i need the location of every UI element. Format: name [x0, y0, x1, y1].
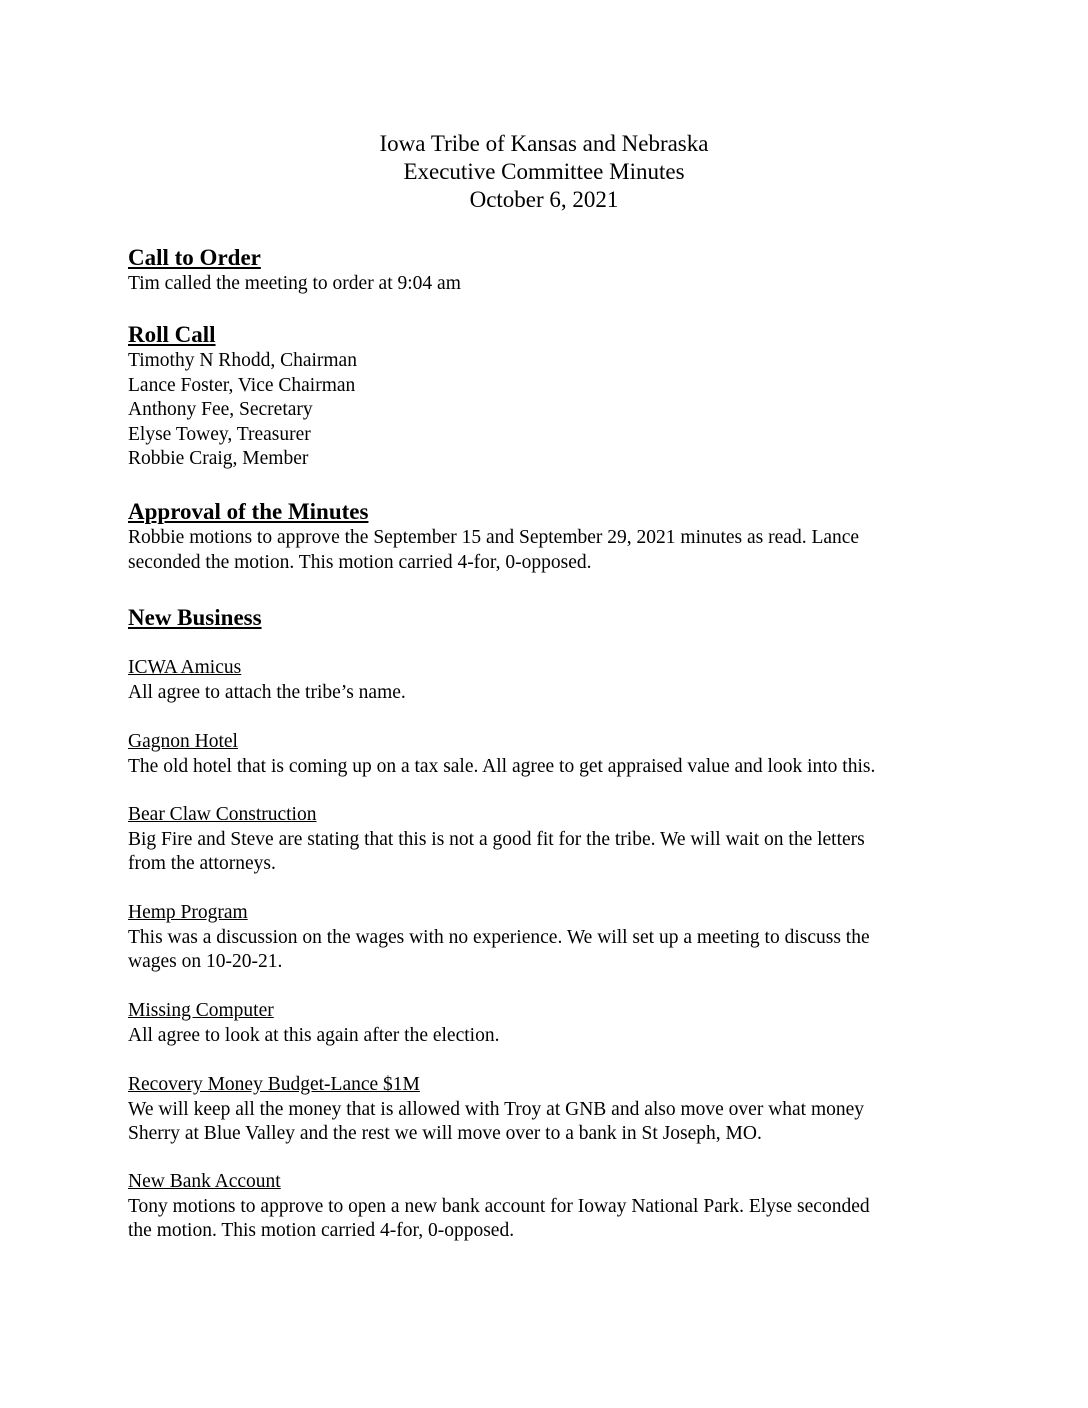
call-to-order-text: Tim called the meeting to order at 9:04 am: [128, 273, 461, 294]
business-item-gagnon-hotel: [128, 730, 958, 779]
business-item-text: All agree to look at this again after the election.: [128, 1024, 500, 1046]
business-item-title: Missing Computer: [128, 1000, 274, 1021]
roll-call-member: Timothy N Rhodd, Chairman: [128, 350, 357, 371]
approval-section: [128, 498, 958, 575]
business-item-text: The old hotel that is coming up on a tax sale. All agree to get appraised value and look into this.: [128, 755, 876, 777]
business-item-text: This was a discussion on the wages with no experience. We will set up a meeting to discuss the: [128, 926, 870, 948]
business-item-text: Big Fire and Steve are stating that this is not a good fit for the tribe. We will wait on the letters: [128, 828, 865, 850]
approval-heading: Approval of the Minutes: [128, 499, 369, 524]
business-item-text: the motion. This motion carried 4-for, 0-opposed.: [128, 1220, 515, 1242]
roll-call-member: Anthony Fee, Secretary: [128, 399, 313, 421]
business-item-title: New Bank Account: [128, 1171, 281, 1192]
roll-call-heading: Roll Call: [128, 322, 216, 347]
document-page: [128, 128, 958, 1242]
approval-text: seconded the motion. This motion carried 4-for, 0-opposed.: [128, 551, 592, 573]
call-to-order-heading: Call to Order: [128, 245, 261, 270]
business-item-title: ICWA Amicus: [128, 657, 242, 678]
business-item-recovery-money: [128, 1073, 958, 1147]
business-item-text: Sherry at Blue Valley and the rest we will move over to a bank in St Joseph, MO.: [128, 1123, 762, 1145]
roll-call-member: Elyse Towey, Treasurer: [128, 423, 311, 445]
business-item-hemp-program: [128, 901, 958, 975]
business-item-title: Hemp Program: [128, 902, 248, 923]
business-item-text: Tony motions to approve to open a new bank account for Ioway National Park. Elyse seconded: [128, 1195, 870, 1217]
business-item-text: wages on 10-20-21.: [128, 951, 283, 973]
meeting-date: October 6, 2021: [469, 187, 619, 212]
document-title: Executive Committee Minutes: [403, 159, 685, 184]
organization-name: Iowa Tribe of Kansas and Nebraska: [379, 131, 709, 156]
business-item-icwa: [128, 656, 958, 705]
approval-text: Robbie motions to approve the September 15 and September 29, 2021 minutes as read. Lance: [128, 527, 860, 548]
business-item-title: Recovery Money Budget-Lance $1M: [128, 1074, 420, 1095]
business-item-text: from the attorneys.: [128, 853, 276, 875]
roll-call-list: [128, 349, 958, 472]
new-business-heading: New Business: [128, 605, 262, 630]
business-item-text: All agree to attach the tribe’s name.: [128, 681, 406, 703]
business-item-new-bank-account: [128, 1170, 958, 1244]
business-item-text: We will keep all the money that is allowed with Troy at GNB and also move over what money: [128, 1098, 865, 1120]
business-item-missing-computer: [128, 999, 958, 1048]
document-header: [0, 130, 1088, 214]
call-to-order-section: [128, 244, 958, 297]
roll-call-member: Robbie Craig, Member: [128, 448, 309, 470]
business-item-bear-claw: [128, 803, 958, 877]
business-item-title: Bear Claw Construction: [128, 804, 317, 825]
new-business-section: [128, 604, 958, 632]
roll-call-member: Lance Foster, Vice Chairman: [128, 374, 356, 396]
roll-call-section: [128, 321, 958, 472]
business-item-title: Gagnon Hotel: [128, 731, 238, 752]
